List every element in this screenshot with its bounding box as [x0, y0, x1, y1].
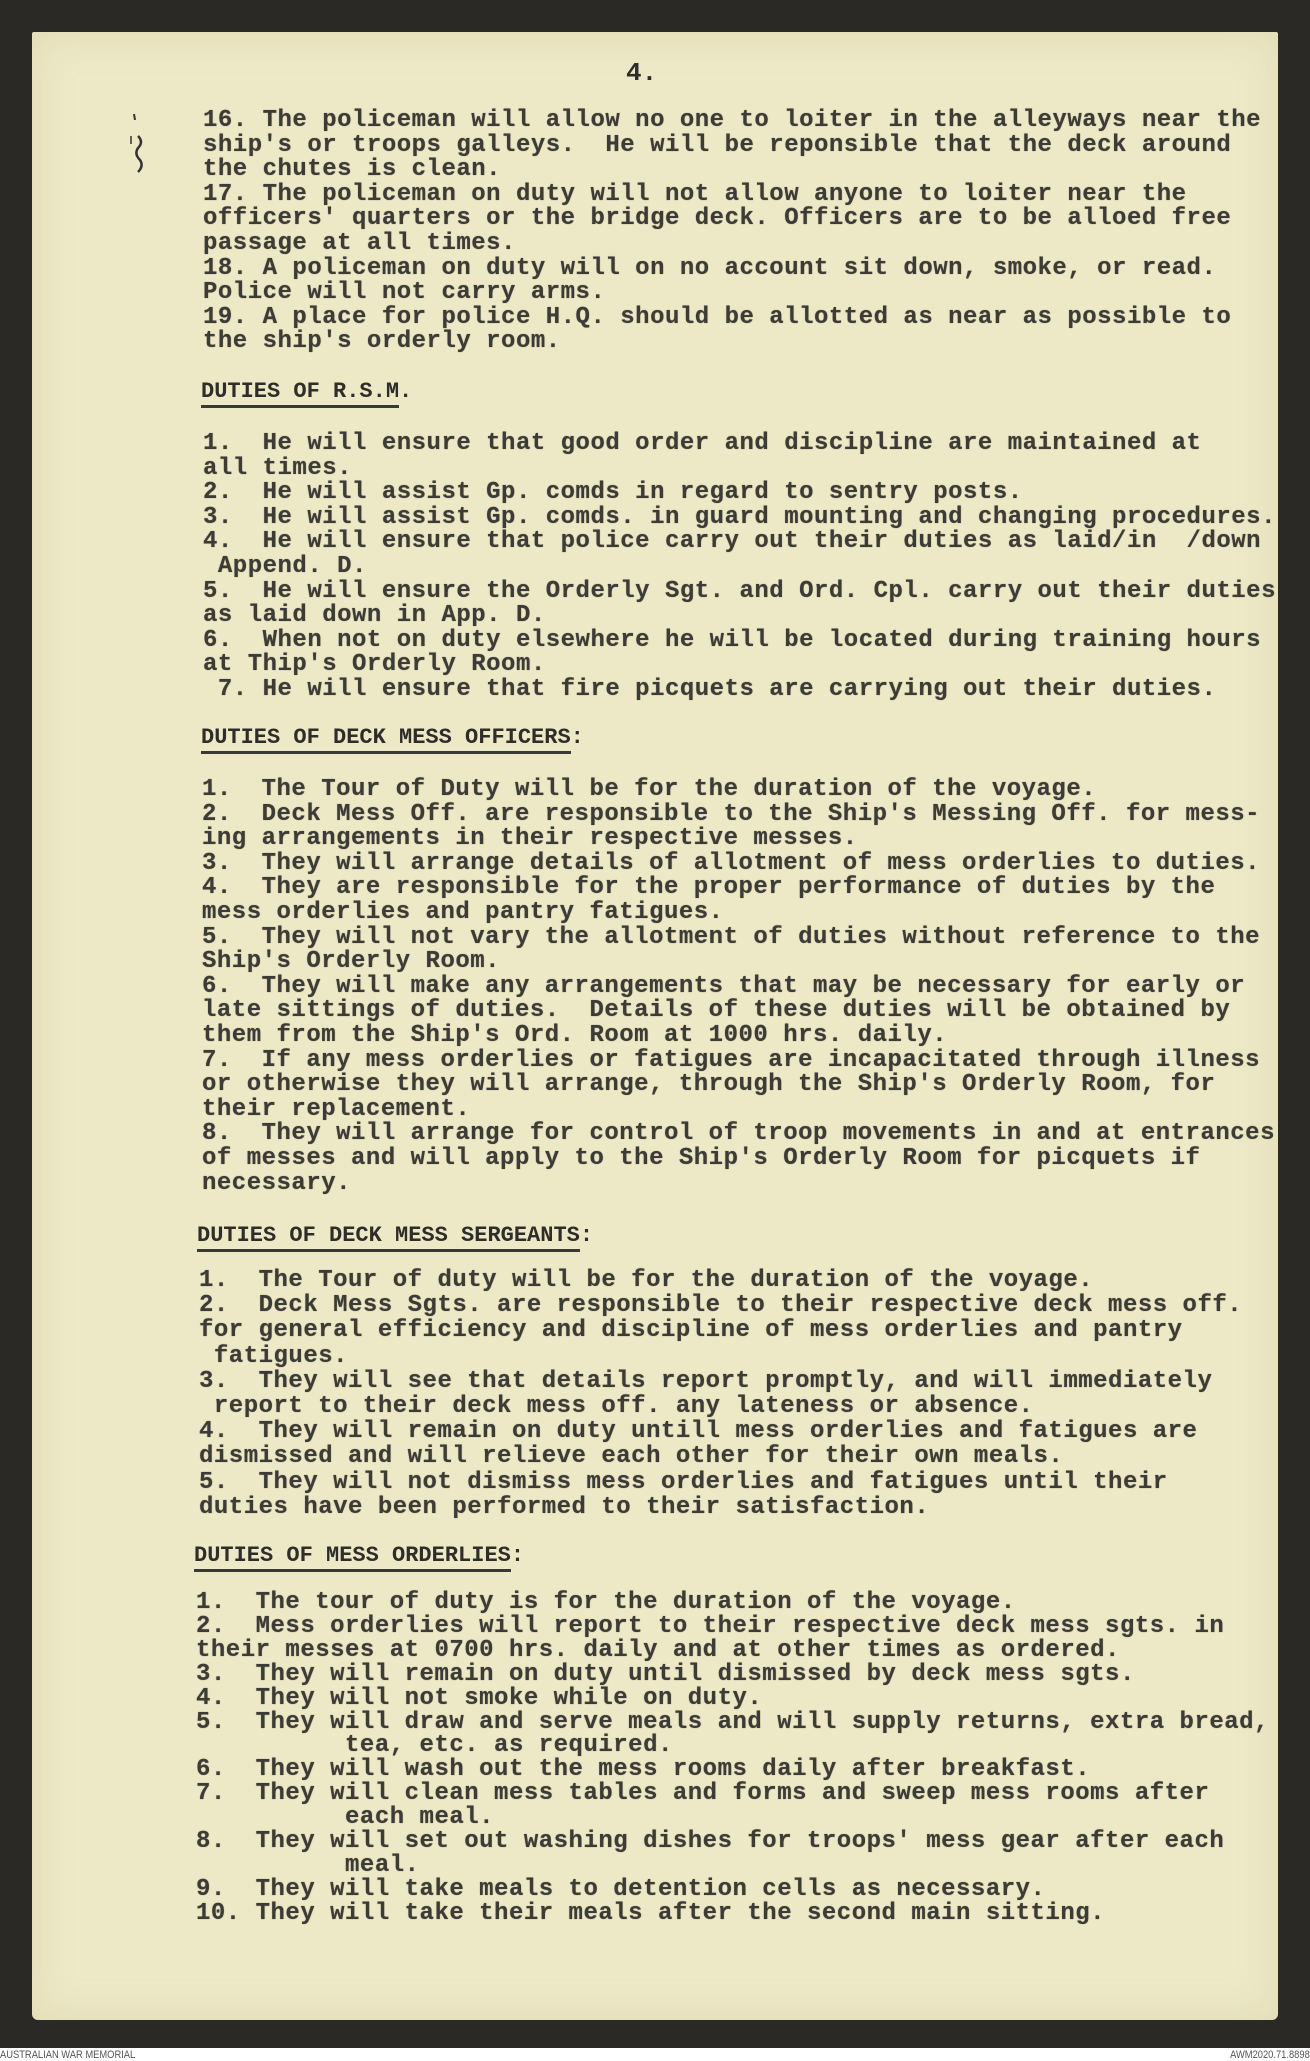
text-line: ing arrangements in their respective messes.	[202, 825, 858, 853]
footer-institution: AUSTRALIAN WAR MEMORIAL	[0, 2049, 136, 2061]
text-line: dismissed and will relieve each other for their own meals.	[199, 1443, 1064, 1471]
handwritten-margin-marks	[128, 100, 158, 180]
text-line: 17. The policeman on duty will not allow anyone to loiter near the	[203, 180, 1187, 208]
text-line: Police will not carry arms.	[203, 279, 606, 307]
text-line: 6. They will make any arrangements that may be necessary for early or	[202, 972, 1246, 1000]
text-line: 4. They will not smoke while on duty.	[196, 1684, 763, 1712]
text-line: 5. They will not vary the allotment of duties without reference to the	[202, 923, 1261, 951]
text-line: 2. Deck Mess Sgts. are responsible to their respective deck mess off.	[199, 1292, 1243, 1320]
section-heading-text: DUTIES OF DECK MESS OFFICERS	[201, 725, 571, 754]
text-line: 4. They will remain on duty untill mess orderlies and fatigues are	[199, 1418, 1198, 1446]
section-heading-punctuation: .	[399, 379, 413, 404]
text-line: fatigues.	[199, 1342, 349, 1370]
text-line: meal.	[196, 1851, 420, 1879]
text-line: mess orderlies and pantry fatigues.	[202, 899, 724, 926]
section-heading-text: DUTIES OF DECK MESS SERGEANTS	[197, 1223, 580, 1252]
text-line: their messes at 0700 hrs. daily and at other times as ordered.	[196, 1636, 1120, 1664]
text-line: 3. They will arrange details of allotment of mess orderlies to duties.	[202, 849, 1261, 877]
section-heading	[201, 726, 584, 750]
section-heading	[197, 1224, 593, 1248]
text-line: 6. They will wash out the mess rooms daily after breakfast.	[196, 1756, 1091, 1784]
text-line: 5. He will ensure the Orderly Sgt. and Ord. Cpl. carry out their duties	[203, 577, 1276, 605]
text-line: 9. They will take meals to detention cells as necessary.	[196, 1875, 1046, 1903]
text-line: 1. The Tour of Duty will be for the duration of the voyage.	[202, 776, 1097, 803]
text-line: 4. They are responsible for the proper performance of duties by the	[202, 874, 1216, 902]
text-line: necessary.	[202, 1169, 352, 1197]
text-line: 1. The Tour of duty will be for the duration of the voyage.	[199, 1267, 1094, 1294]
text-line: for general efficiency and discipline of mess orderlies and pantry	[199, 1317, 1183, 1345]
text-line: 1. The tour of duty is for the duration of the voyage.	[196, 1589, 1016, 1616]
text-line: passage at all times.	[203, 230, 516, 257]
text-line: 1. He will ensure that good order and discipline are maintained at	[203, 430, 1202, 457]
text-line: their replacement.	[202, 1095, 471, 1123]
section-heading-text: DUTIES OF MESS ORDERLIES	[194, 1543, 511, 1572]
text-line: 2. He will assist Gp. comds in regard to sentry posts.	[203, 479, 1023, 507]
text-line: the ship's orderly room.	[203, 328, 561, 356]
text-line: 7. They will clean mess tables and forms and sweep mess rooms after	[196, 1780, 1210, 1808]
text-line: 5. They will not dismiss mess orderlies and fatigues until their	[199, 1468, 1168, 1496]
text-line: 3. They will remain on duty until dismissed by deck mess sgts.	[196, 1660, 1135, 1688]
footer-accession-number: AWM2020.71.8898	[1230, 2049, 1310, 2061]
text-line: at Thip's Orderly Room.	[203, 651, 546, 679]
text-line: 10. They will take their meals after the second main sitting.	[196, 1899, 1106, 1927]
text-line: 18. A policeman on duty will on no account sit down, smoke, or read.	[203, 254, 1217, 282]
text-line: report to their deck mess off. any lateness or absence.	[199, 1393, 1034, 1420]
text-line: as laid down in App. D.	[203, 602, 546, 630]
text-line: Ship's Orderly Room.	[202, 948, 501, 976]
text-line: all times.	[203, 454, 353, 482]
text-line: 16. The policeman will allow no one to loiter in the alleyways near the	[203, 107, 1262, 134]
text-line: late sittings of duties. Details of these duties will be obtained by	[202, 997, 1231, 1025]
text-line: each meal.	[196, 1804, 495, 1832]
section-heading-punctuation: :	[570, 725, 584, 750]
text-line: 4. He will ensure that police carry out their duties as laid/in /down	[203, 528, 1262, 556]
text-line: 7. He will ensure that fire picquets are carrying out their duties.	[203, 676, 1217, 703]
section-heading-punctuation: :	[579, 1223, 594, 1248]
text-line: 19. A place for police H.Q. should be allotted as near as possible to	[203, 303, 1232, 331]
text-line: duties have been performed to their satisfaction.	[199, 1493, 930, 1521]
section-heading	[201, 380, 412, 404]
text-line: 2. Mess orderlies will report to their respective deck mess sgts. in	[196, 1612, 1225, 1640]
text-line: tea, etc. as required.	[196, 1732, 673, 1760]
text-line: 2. Deck Mess Off. are responsible to the Ship's Messing Off. for mess-	[202, 800, 1261, 828]
section-heading-punctuation: :	[510, 1543, 525, 1568]
text-line: the chutes is clean.	[203, 156, 502, 184]
text-line: 8. They will set out washing dishes for troops' mess gear after each	[196, 1828, 1225, 1855]
text-line: Append. D.	[203, 553, 367, 580]
text-line: ship's or troops galleys. He will be reponsible that the deck around	[203, 131, 1232, 159]
text-line: 8. They will arrange for control of troop movements in and at entrances	[202, 1120, 1275, 1148]
text-line: of messes and will apply to the Ship's Orderly Room for picquets if	[202, 1145, 1201, 1172]
text-line: or otherwise they will arrange, through the Ship's Orderly Room, for	[202, 1071, 1216, 1099]
text-line: them from the Ship's Ord. Room at 1000 hrs. daily.	[202, 1022, 948, 1049]
text-line: 6. When not on duty elsewhere he will be located during training hours	[203, 626, 1262, 654]
text-line: 7. If any mess orderlies or fatigues are incapacitated through illness	[202, 1046, 1261, 1074]
page-number: 4.	[626, 58, 658, 88]
text-line: 3. He will assist Gp. comds. in guard mounting and changing procedures.	[203, 503, 1276, 531]
text-line: 3. They will see that details report promptly, and will immediately	[199, 1367, 1213, 1395]
section-heading	[194, 1544, 524, 1568]
text-line: 5. They will draw and serve meals and will supply returns, extra bread,	[196, 1708, 1269, 1736]
text-line: officers' quarters or the bridge deck. Officers are to be alloed free	[203, 205, 1232, 233]
section-heading-text: DUTIES OF R.S.M	[201, 379, 399, 408]
